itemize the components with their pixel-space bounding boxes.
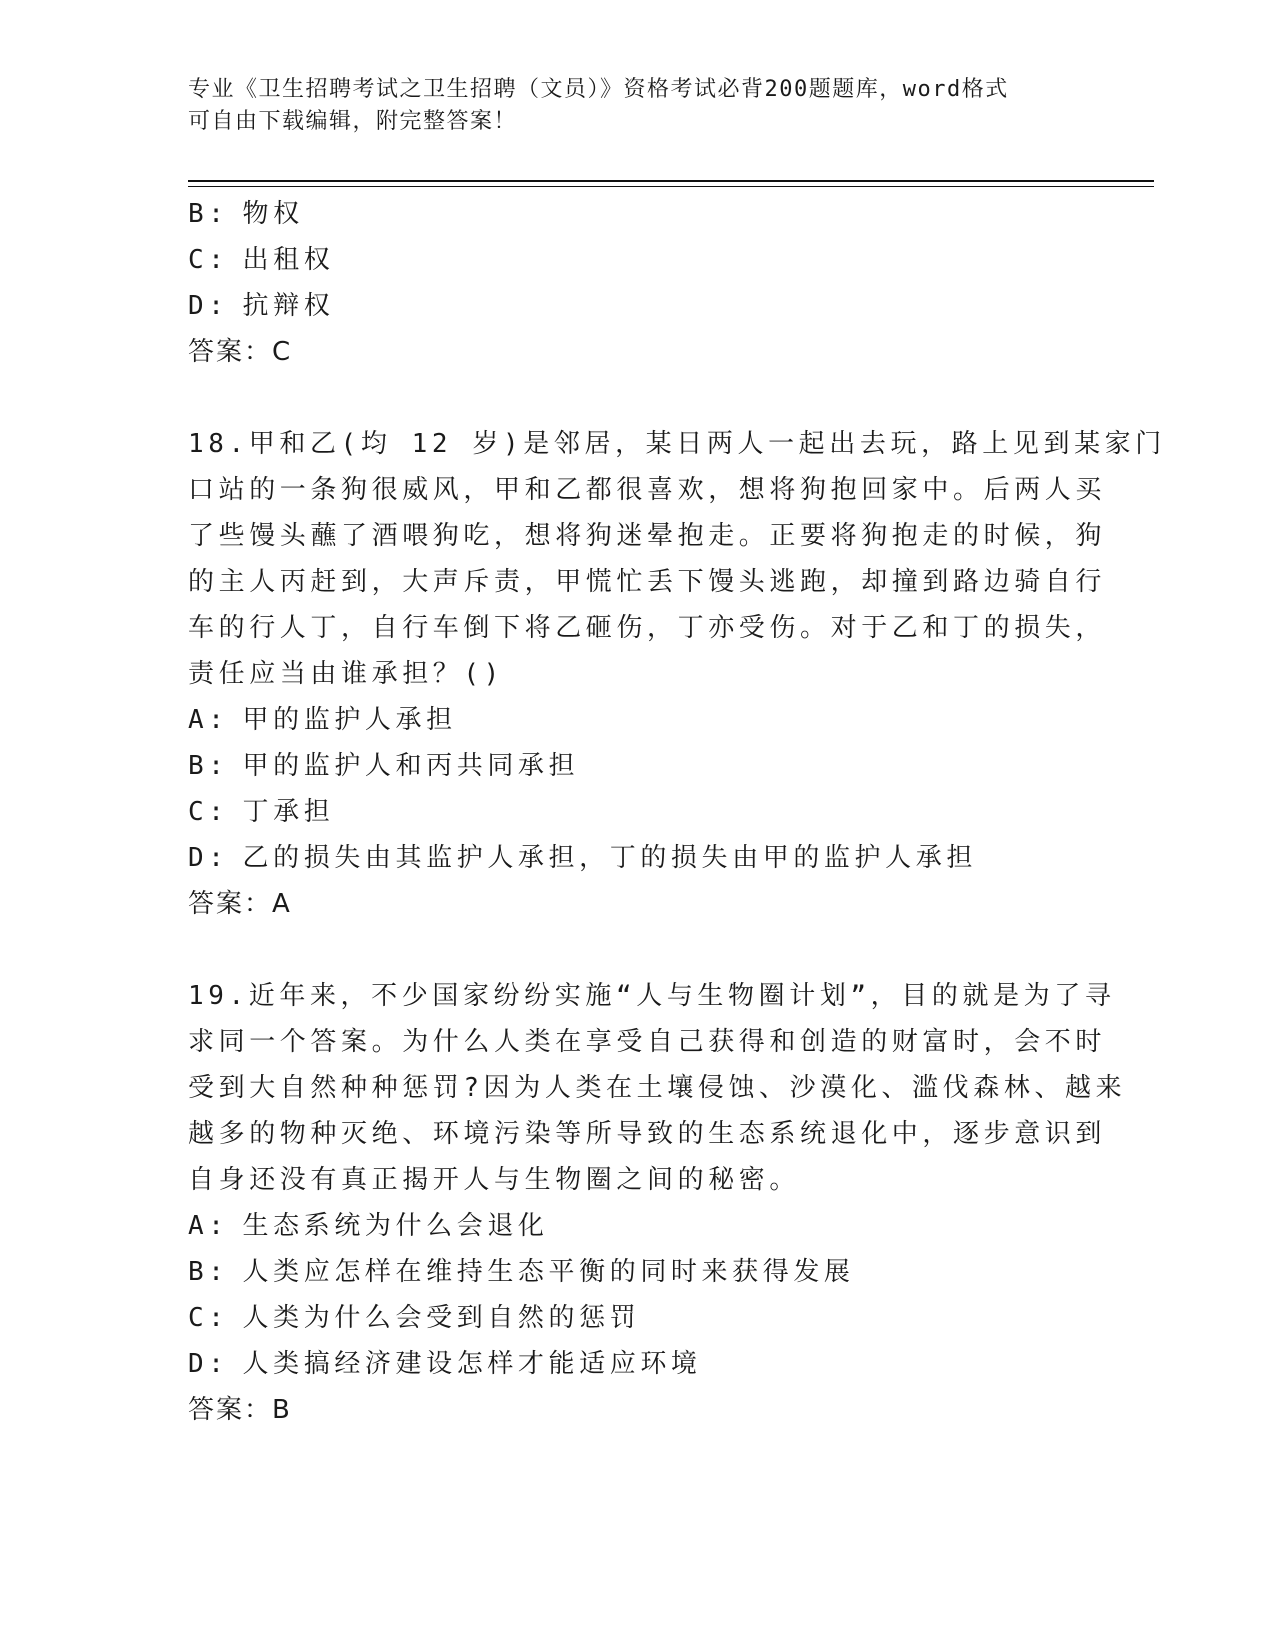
document-header [188,74,1068,138]
question-19-line: 19.近年来，不少国家纷纷实施“人与生物圈计划”，目的就是为了寻 [188,981,1116,1011]
option-d: D: 人类搞经济建设怎样才能适应环境 [188,1349,702,1379]
question-19-line: 越多的物种灭绝、环境污染等所导致的生态系统退化中，逐步意识到 [188,1119,1107,1149]
header-rule-thin [188,186,1154,187]
header-rule-thick [188,180,1154,182]
option-c: C: 丁承担 [188,797,335,827]
option-a: A: 生态系统为什么会退化 [188,1211,549,1241]
question-19-line: 求同一个答案。为什么人类在享受自己获得和创造的财富时，会不时 [188,1027,1107,1057]
question-18-line: 的主人丙赶到，大声斥责，甲慌忙丢下馒头逃跑，却撞到路边骑自行 [188,567,1107,597]
option-a: A: 甲的监护人承担 [188,705,457,735]
question-19-answer: 答案：B [188,1395,292,1425]
question-18 [188,421,1166,881]
option-b: B: 人类应怎样在维持生态平衡的同时来获得发展 [188,1257,855,1287]
header-line-2: 可自由下载编辑，附完整答案！ [188,109,518,134]
option-c: C: 人类为什么会受到自然的惩罚 [188,1303,641,1333]
document-body [188,191,1166,1433]
prev-answer: 答案：C [188,337,293,367]
option-d: D: 乙的损失由其监护人承担，丁的损失由甲的监护人承担 [188,843,977,873]
question-19-line: 受到大自然种种惩罚?因为人类在土壤侵蚀、沙漠化、滥伐森林、越来 [188,1073,1127,1103]
question-18-line: 车的行人丁，自行车倒下将乙砸伤，丁亦受伤。对于乙和丁的损失， [188,613,1107,643]
option-c: C: 出租权 [188,245,335,275]
option-d: D: 抗辩权 [188,291,335,321]
question-18-line: 了些馒头蘸了酒喂狗吃，想将狗迷晕抱走。正要将狗抱走的时候，狗 [188,521,1107,551]
question-18-line: 责任应当由谁承担？() [188,659,504,689]
question-19 [188,973,1127,1387]
question-18-line: 口站的一条狗很威风，甲和乙都很喜欢，想将狗抱回家中。后两人买 [188,475,1107,505]
prev-question-options [188,191,1088,329]
question-18-answer: 答案：A [188,889,292,919]
header-line-1: 专业《卫生招聘考试之卫生招聘（文员）》资格考试必背200题题库，word格式 [188,77,1009,102]
question-18-line: 18.甲和乙(均 12 岁)是邻居，某日两人一起出去玩，路上见到某家门 [188,429,1166,459]
option-b: B: 物权 [188,199,304,229]
option-b: B: 甲的监护人和丙共同承担 [188,751,580,781]
question-19-line: 自身还没有真正揭开人与生物圈之间的秘密。 [188,1165,801,1195]
